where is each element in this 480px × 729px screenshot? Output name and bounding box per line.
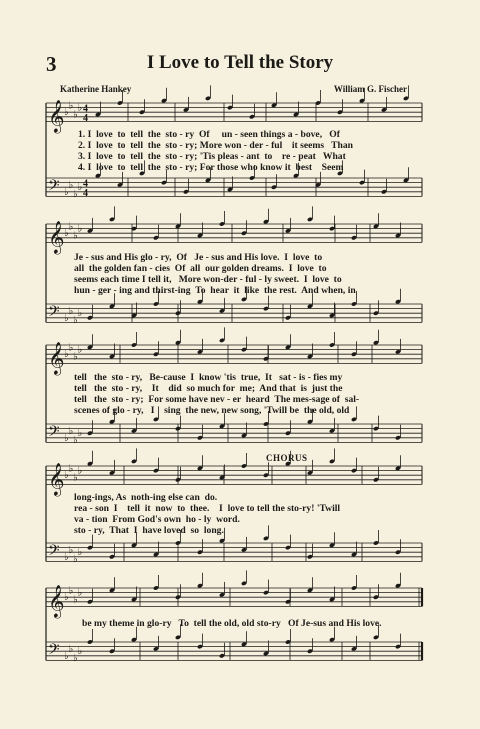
bass-clef-icon: 𝄢 (48, 640, 60, 662)
flat-icon: ♭ (68, 585, 74, 597)
treble-clef-icon: 𝄞 (48, 341, 65, 375)
flat-icon: ♭ (68, 221, 74, 233)
lyric-line: seems each time I tell it, More won-der - ful - ly sweet. I love to (74, 274, 342, 285)
flat-icon: ♭ (77, 308, 83, 320)
flat-icon: ♭ (64, 592, 69, 604)
flat-icon: ♭ (68, 643, 74, 655)
lyric-line: sto - ry, That I have loved so long. (74, 525, 224, 536)
flat-icon: ♭ (73, 435, 78, 447)
hymn-number: 3 (46, 52, 57, 76)
flat-icon: ♭ (68, 100, 74, 112)
flat-icon: ♭ (64, 432, 69, 444)
flat-icon: ♭ (77, 102, 83, 114)
bass-clef-icon: 𝄢 (48, 541, 60, 563)
flat-icon: ♭ (73, 653, 78, 665)
flat-icon: ♭ (68, 425, 74, 437)
lyric-line: 3. I love to tell the sto - ry; 'Tis pleas - ant to re - peat What (78, 151, 346, 162)
flat-icon: ♭ (64, 551, 69, 563)
lyric-line: 2. I love to tell the sto - ry; More won - der - ful it seems Than (78, 140, 353, 151)
hymn-title: I Love to Tell the Story (146, 52, 334, 73)
lyric-line: 4. I love to tell the sto - ry; For those who know it best Seem (78, 162, 344, 173)
flat-icon: ♭ (77, 547, 83, 559)
lyric-line: scenes of glo - ry, I sing the new, new song, 'Twill be the old, old (74, 405, 350, 416)
lyric-line: hun - ger - ing and thirst-ing To hear it like the rest. And when, in (74, 285, 356, 296)
flat-icon: ♭ (68, 305, 74, 317)
chorus-label: CHORUS (266, 453, 308, 463)
flat-icon: ♭ (77, 646, 83, 658)
lyric-line: be my theme in glo-ry To tell the old, old sto-ry Of Je-sus and His love. (82, 618, 382, 629)
time-signature: 4 (83, 178, 88, 190)
lyric-line: tell the sto - ry, It did so much for me; And that is just the (74, 383, 343, 394)
treble-clef-icon: 𝄞 (48, 99, 65, 133)
flat-icon: ♭ (77, 587, 83, 599)
flat-icon: ♭ (73, 230, 78, 242)
bass-clef-icon: 𝄢 (48, 176, 60, 198)
time-signature: 4 (83, 187, 88, 199)
lyric-line: rea - son I tell it now to thee. I love to tell the sto-ry! 'Twill (74, 503, 341, 514)
treble-clef-icon: 𝄞 (48, 220, 65, 254)
lyric-line: 1. I love to tell the sto - ry Of un - seen things a - bove, Of (78, 129, 340, 140)
lyric-line: tell the sto - ry, Be-cause I know 'tis true, It sat - is - fies my (74, 372, 343, 383)
flat-icon: ♭ (64, 349, 69, 361)
flat-icon: ♭ (73, 351, 78, 363)
flat-icon: ♭ (68, 342, 74, 354)
composer-credit: William G. Fischer (333, 84, 407, 94)
flat-icon: ♭ (68, 179, 74, 191)
flat-icon: ♭ (64, 228, 69, 240)
flat-icon: ♭ (73, 315, 78, 327)
bass-clef-icon: 𝄢 (48, 422, 60, 444)
flat-icon: ♭ (77, 182, 83, 194)
flat-icon: ♭ (77, 223, 83, 235)
flat-icon: ♭ (73, 472, 78, 484)
lyric-line: all the golden fan - cies Of all our golden dreams. I love to (74, 263, 327, 274)
flat-icon: ♭ (68, 463, 74, 475)
lyric-line: Je - sus and His glo - ry, Of Je - sus and His love. I love to (74, 252, 323, 263)
lyric-line: tell the sto - ry; For some have nev - er heard The mes-sage of sal- (74, 394, 360, 405)
flat-icon: ♭ (68, 544, 74, 556)
treble-clef-icon: 𝄞 (48, 584, 65, 618)
lyric-line: va - tion From God's own ho - ly word. (74, 514, 240, 525)
flat-icon: ♭ (73, 189, 78, 201)
flat-icon: ♭ (64, 107, 69, 119)
time-signature: 4 (83, 103, 88, 115)
flat-icon: ♭ (64, 470, 69, 482)
flat-icon: ♭ (73, 554, 78, 566)
author-credit: Katherine Hankey (60, 84, 132, 94)
flat-icon: ♭ (77, 465, 83, 477)
time-signature: 4 (83, 112, 88, 124)
flat-icon: ♭ (73, 594, 78, 606)
lyric-line: long-ings, As noth-ing else can do. (74, 492, 218, 503)
flat-icon: ♭ (77, 344, 83, 356)
bass-clef-icon: 𝄢 (48, 302, 60, 324)
flat-icon: ♭ (64, 186, 69, 198)
treble-clef-icon: 𝄞 (48, 462, 65, 496)
flat-icon: ♭ (77, 428, 83, 440)
flat-icon: ♭ (64, 650, 69, 662)
flat-icon: ♭ (64, 312, 69, 324)
flat-icon: ♭ (73, 109, 78, 121)
